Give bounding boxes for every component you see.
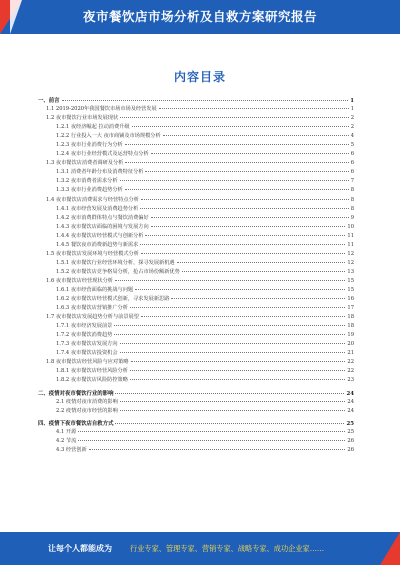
toc-entry-text: 1.7.1 夜市经济发展前景 bbox=[56, 323, 113, 330]
toc-entry-page: 15 bbox=[347, 286, 354, 293]
toc-entry-page: 26 bbox=[347, 446, 354, 453]
toc-entry[interactable] bbox=[38, 389, 354, 398]
toc-entry-text: 1.4 夜市餐饮店消费需求与经营特点分析 bbox=[46, 196, 139, 203]
toc-dot-leader bbox=[115, 280, 345, 281]
toc-dot-leader bbox=[131, 361, 346, 362]
toc-heading: 内容目录 bbox=[173, 70, 226, 84]
toc-dot-leader bbox=[120, 117, 349, 118]
toc-entry[interactable] bbox=[38, 358, 354, 367]
toc-dot-leader bbox=[120, 180, 349, 181]
toc-entry-page: 1 bbox=[350, 106, 354, 113]
toc-entry[interactable] bbox=[38, 132, 354, 141]
toc-dot-leader bbox=[171, 298, 345, 299]
toc-dot-leader bbox=[141, 316, 345, 317]
toc-entry[interactable] bbox=[38, 150, 354, 159]
toc-dot-leader bbox=[114, 334, 345, 335]
toc-entry-page: 18 bbox=[347, 323, 354, 330]
toc-dot-leader bbox=[120, 343, 346, 344]
toc-entry[interactable] bbox=[38, 367, 354, 376]
toc-dot-leader bbox=[89, 449, 346, 450]
toc-entry-page: 7 bbox=[350, 178, 354, 185]
toc-entry[interactable] bbox=[38, 340, 354, 349]
toc-entry-text: 4.3 经营创新 bbox=[56, 446, 87, 453]
toc-dot-leader bbox=[151, 153, 349, 154]
table-of-contents bbox=[38, 96, 354, 455]
toc-dot-leader bbox=[151, 226, 346, 227]
toc-entry-text: 2.1 疫情对夜市消费的影响 bbox=[56, 398, 118, 405]
toc-entry-page: 6 bbox=[350, 160, 354, 167]
toc-entry[interactable] bbox=[38, 241, 354, 250]
toc-entry-text: 1.8.2 夜市餐饮店风险防控策略 bbox=[56, 377, 128, 384]
toc-entry-text: 1.3.1 消费者年龄分布及消费特征分析 bbox=[56, 169, 144, 176]
toc-entry-page: 25 bbox=[347, 428, 354, 435]
toc-entry-page: 19 bbox=[347, 332, 354, 339]
toc-entry-text: 一、前言 bbox=[38, 98, 60, 104]
toc-dot-leader bbox=[182, 271, 346, 272]
toc-entry-text: 1.7.4 夜市餐饮店投资机会 bbox=[56, 350, 118, 357]
toc-entry[interactable] bbox=[38, 446, 354, 455]
toc-entry-text: 1.6 夜市餐饮店经营现状分析 bbox=[46, 277, 113, 284]
footer-slogan-right: 行业专家、管理专家、营销专家、战略专家、成功企业家…… bbox=[130, 544, 325, 553]
toc-entry[interactable] bbox=[38, 259, 354, 268]
toc-entry[interactable] bbox=[38, 286, 354, 295]
toc-entry-page: 6 bbox=[350, 169, 354, 176]
toc-dot-leader bbox=[177, 262, 346, 263]
toc-entry-text: 1.2.1 夜经济崛起 拉动消费升级 bbox=[56, 124, 130, 131]
toc-entry-page: 17 bbox=[347, 305, 354, 312]
toc-entry-text: 1.3 夜市餐饮店消费者调研及分析 bbox=[46, 160, 124, 167]
toc-dot-leader bbox=[140, 244, 345, 245]
toc-entry[interactable] bbox=[38, 186, 354, 195]
footer-corner-decoration bbox=[380, 532, 400, 565]
toc-dot-leader bbox=[78, 431, 345, 432]
toc-entry-text: 1.2.3 夜市行业消费行为分析 bbox=[56, 142, 123, 149]
toc-entry[interactable] bbox=[38, 96, 354, 105]
toc-entry[interactable] bbox=[38, 428, 354, 437]
toc-entry-page: 21 bbox=[347, 350, 354, 357]
toc-entry[interactable] bbox=[38, 419, 354, 428]
toc-entry-page: 10 bbox=[347, 223, 354, 230]
toc-entry-text: 1.3.3 夜市行业消费趋势分析 bbox=[56, 187, 123, 194]
toc-dot-leader bbox=[141, 253, 345, 254]
toc-entry-text: 2.2 疫情对夜市经营的影响 bbox=[56, 407, 118, 414]
toc-entry-text: 1.3.2 夜市消费者需求分析 bbox=[56, 178, 118, 185]
toc-entry[interactable] bbox=[38, 277, 354, 286]
toc-entry[interactable] bbox=[38, 205, 354, 214]
toc-entry[interactable] bbox=[38, 250, 354, 259]
toc-entry-text: 1.8 夜市餐饮店经营风险与应对策略 bbox=[46, 359, 129, 366]
toc-entry-page: 11 bbox=[347, 232, 354, 239]
toc-entry-page: 6 bbox=[350, 151, 354, 158]
toc-entry-text: 1.2 夜市餐饮行业市场发展现状 bbox=[46, 115, 119, 122]
toc-entry-text: 1.6.2 夜市餐饮店经营模式创新，寻求发展新思路 bbox=[56, 296, 170, 303]
toc-entry-page: 8 bbox=[350, 205, 354, 212]
toc-entry-text: 1.1 2019-2020年我国餐饮市场市场及经营发展 bbox=[46, 106, 157, 113]
toc-entry-text: 1.4.5 餐饮夜市消费新趋势与新需求 bbox=[56, 241, 139, 248]
toc-entry[interactable] bbox=[38, 232, 354, 241]
toc-entry-text: 1.4.4 夜市餐饮店经营模式与创新分析 bbox=[56, 232, 144, 239]
toc-entry[interactable] bbox=[38, 376, 354, 385]
toc-entry[interactable] bbox=[38, 177, 354, 186]
toc-entry-text: 1.8.1 夜市餐饮店经营风险分析 bbox=[56, 368, 128, 375]
toc-entry-page: 5 bbox=[350, 142, 354, 149]
toc-entry[interactable] bbox=[38, 114, 354, 123]
toc-dot-leader bbox=[125, 162, 348, 163]
toc-entry-text: 1.6.1 夜市经营面临的挑战与问题 bbox=[56, 286, 134, 293]
toc-entry-text: 1.6.3 夜市餐饮店营销推广分析 bbox=[56, 305, 128, 312]
toc-entry[interactable] bbox=[38, 168, 354, 177]
toc-entry-text: 1.2.2 行业投入一大 夜市商铺及市场规模分析 bbox=[56, 133, 161, 140]
toc-entry-text: 四、疫情下夜市餐饮店自救方式 bbox=[38, 420, 114, 427]
toc-entry[interactable] bbox=[38, 159, 354, 168]
toc-entry-page: 18 bbox=[347, 314, 354, 321]
toc-entry[interactable] bbox=[38, 105, 354, 114]
toc-entry-page: 23 bbox=[347, 377, 354, 384]
toc-entry-page: 12 bbox=[347, 259, 354, 266]
toc-entry-page: 24 bbox=[347, 407, 354, 414]
report-title: 夜市餐饮店市场分析及自救方案研究报告 bbox=[82, 9, 317, 24]
toc-entry-text: 二、疫情对夜市餐饮行业的影响 bbox=[38, 390, 114, 397]
footer-slogan-left: 让每个人都能成为 bbox=[48, 544, 112, 553]
toc-entry-page: 1 bbox=[350, 98, 354, 104]
toc-entry[interactable] bbox=[38, 437, 354, 446]
toc-dot-leader bbox=[130, 307, 345, 308]
toc-entry-page: 22 bbox=[347, 368, 354, 375]
toc-entry-page: 2 bbox=[350, 115, 354, 122]
toc-dot-leader bbox=[132, 126, 349, 127]
toc-entry-text: 1.5.1 夜市餐饮行业经营环境分析，探寻发展新机遇 bbox=[56, 259, 175, 266]
toc-entry-text: 1.5 夜市餐饮店发展环境与经营模式分析 bbox=[46, 250, 139, 257]
report-header-bar bbox=[0, 0, 400, 34]
toc-dot-leader bbox=[163, 135, 349, 136]
toc-entry-text: 1.7 夜市餐饮店发展趋势分析与前景展望 bbox=[46, 314, 139, 321]
toc-entry[interactable] bbox=[38, 196, 354, 205]
toc-dot-leader bbox=[78, 440, 345, 441]
toc-entry[interactable] bbox=[38, 214, 354, 223]
toc-entry[interactable] bbox=[38, 223, 354, 232]
footer-bar bbox=[0, 532, 400, 565]
toc-dot-leader bbox=[114, 325, 345, 326]
toc-entry-page: 8 bbox=[350, 187, 354, 194]
toc-dot-leader bbox=[62, 100, 349, 101]
toc-entry-page: 24 bbox=[346, 390, 354, 397]
toc-dot-leader bbox=[115, 393, 344, 394]
toc-entry-page: 2 bbox=[350, 124, 354, 131]
toc-entry-text: 4.2 节流 bbox=[56, 437, 77, 444]
toc-entry-page: 9 bbox=[350, 214, 354, 221]
toc-entry-page: 12 bbox=[347, 250, 354, 257]
toc-entry-page: 8 bbox=[350, 196, 354, 203]
toc-entry[interactable] bbox=[38, 295, 354, 304]
toc-entry-page: 16 bbox=[347, 296, 354, 303]
toc-entry-page: 20 bbox=[347, 341, 354, 348]
toc-dot-leader bbox=[135, 289, 345, 290]
toc-dot-leader bbox=[130, 379, 345, 380]
toc-entry-text: 1.4.2 夜市消费群体特点与餐饮消费偏好 bbox=[56, 214, 149, 221]
toc-dot-leader bbox=[120, 410, 346, 411]
toc-entry[interactable] bbox=[38, 123, 354, 132]
toc-entry[interactable] bbox=[38, 349, 354, 358]
toc-entry-page: 26 bbox=[347, 437, 354, 444]
toc-entry-text: 1.5.2 夜市餐饮店竞争格局分析，抢占市场份额新优势 bbox=[56, 268, 180, 275]
toc-entry[interactable] bbox=[38, 141, 354, 150]
toc-entry-text: 1.4.3 夜市餐饮店面临的困境与发展方向 bbox=[56, 223, 149, 230]
toc-entry[interactable] bbox=[38, 398, 354, 407]
toc-dot-leader bbox=[159, 108, 349, 109]
toc-dot-leader bbox=[130, 370, 345, 371]
toc-entry[interactable] bbox=[38, 268, 354, 277]
toc-entry-text: 1.4.1 夜市经营发展及消费趋势分析 bbox=[56, 205, 139, 212]
toc-entry-text: 4.1 开源 bbox=[56, 428, 77, 435]
toc-entry-page: 22 bbox=[347, 359, 354, 366]
toc-entry-text: 1.2.4 夜市行业经营模式及运营特点分析 bbox=[56, 151, 149, 158]
toc-entry[interactable] bbox=[38, 322, 354, 331]
toc-entry-page: 15 bbox=[347, 277, 354, 284]
toc-entry-page: 11 bbox=[347, 241, 354, 248]
toc-dot-leader bbox=[145, 171, 348, 172]
toc-entry[interactable] bbox=[38, 407, 354, 416]
toc-entry-page: 25 bbox=[346, 420, 354, 427]
toc-entry[interactable] bbox=[38, 313, 354, 322]
toc-dot-leader bbox=[140, 208, 348, 209]
toc-entry-text: 1.7.3 夜市餐饮店发展方向 bbox=[56, 341, 118, 348]
toc-entry-page: 13 bbox=[347, 268, 354, 275]
toc-dot-leader bbox=[120, 352, 346, 353]
toc-entry-text: 1.7.2 夜市餐饮消费趋势 bbox=[56, 332, 113, 339]
toc-dot-leader bbox=[120, 401, 346, 402]
toc-entry[interactable] bbox=[38, 304, 354, 313]
toc-entry-page: 4 bbox=[350, 133, 354, 140]
toc-dot-leader bbox=[145, 235, 345, 236]
toc-entry[interactable] bbox=[38, 331, 354, 340]
toc-dot-leader bbox=[125, 189, 349, 190]
toc-dot-leader bbox=[115, 423, 344, 424]
toc-dot-leader bbox=[125, 144, 349, 145]
toc-dot-leader bbox=[141, 199, 349, 200]
toc-dot-leader bbox=[151, 217, 349, 218]
toc-entry-page: 24 bbox=[347, 398, 354, 405]
